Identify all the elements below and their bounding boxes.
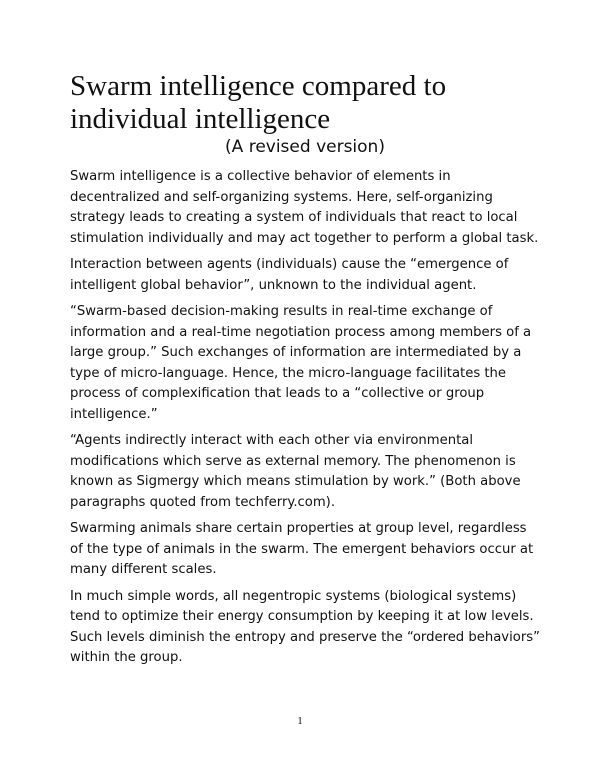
document-body <box>70 167 540 675</box>
body-paragraph: “Swarm-based decision-making results in real-time exchange of information and a real-time negotiation process among members of a large group.” Such exchanges of information are intermediated by a type of micro-language. Hence, the micro-language facilitates the process of complexification that leads to a “collective or group intelligence.” <box>70 304 532 422</box>
body-paragraph: Interaction between agents (individuals) cause the “emergence of intelligent global behavior”, unknown to the individual agent. <box>70 257 509 293</box>
body-paragraph: In much simple words, all negentropic systems (biological systems) tend to optimize their energy consumption by keeping it at low levels. Such levels diminish the entropy and preserve the “ordered behaviors” within the group. <box>70 588 540 665</box>
body-paragraph: Swarming animals share certain properties at group level, regardless of the type of animals in the swarm. The emergent behaviors occur at many different scales. <box>70 521 534 577</box>
document-title: Swarm intelligence compared to individual intelligence <box>70 70 447 135</box>
page-number: 1 <box>297 715 303 727</box>
document-subtitle: (A revised version) <box>225 137 385 157</box>
body-paragraph: Swarm intelligence is a collective behavior of elements in decentralized and self-organizing systems. Here, self-organizing strategy leads to creating a system of individuals that react to local stimulation individually and may act together to perform a global task. <box>70 169 539 246</box>
body-paragraph: “Agents indirectly interact with each other via environmental modifications which serve as external memory. The phenomenon is known as Sigmergy which means stimulation by work.” (Both above paragraphs quoted from techferry.com). <box>70 433 521 510</box>
